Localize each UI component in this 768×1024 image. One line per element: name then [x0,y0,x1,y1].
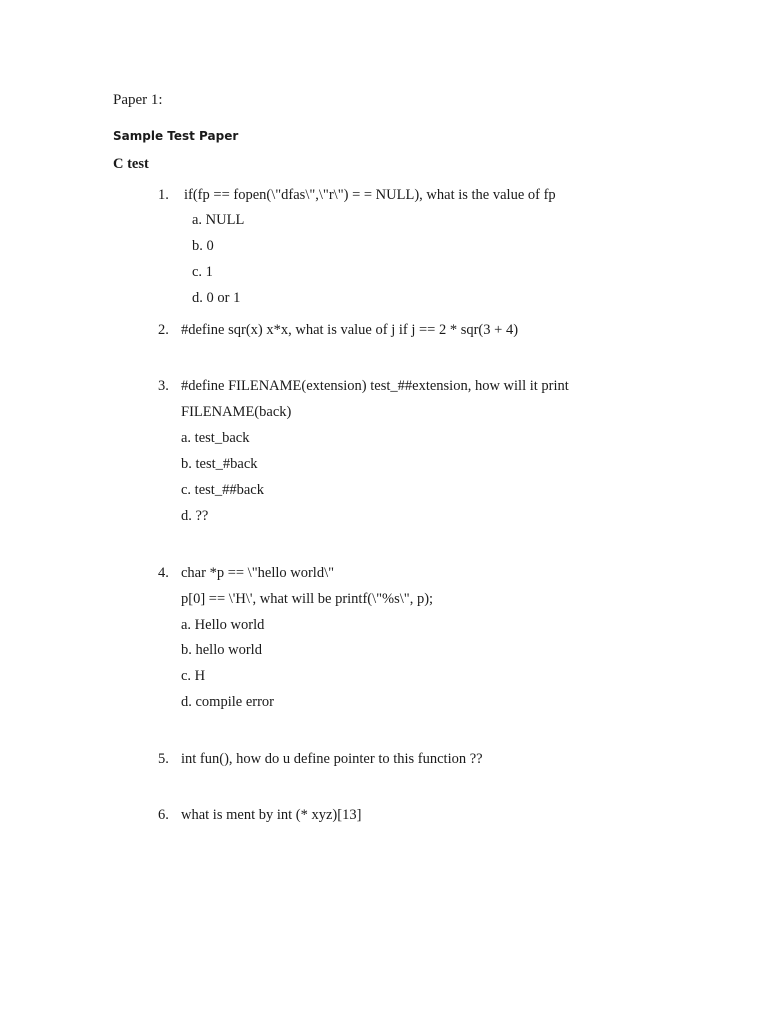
question-number: 3. [158,378,169,394]
answer-option: c. test_##back [181,482,264,498]
answer-option: a. test_back [181,430,250,446]
answer-option: a. NULL [192,212,245,228]
question-text-continued: p[0] == \'H\', what will be printf(\"%s\", p); [181,591,434,607]
question-text: char *p == \"hello world\" [181,565,335,581]
answer-option: d. compile error [181,694,275,710]
answer-option: d. 0 or 1 [192,290,241,306]
question-number: 5. [158,751,169,767]
question-text: int fun(), how do u define pointer to this function ?? [181,751,483,767]
paper-label: Paper 1: [113,92,163,108]
question-number: 6. [158,807,169,823]
answer-option: c. 1 [192,264,213,280]
question-number: 1. [158,187,169,203]
answer-option: b. test_#back [181,456,258,472]
answer-option: d. ?? [181,508,209,524]
question-text: what is ment by int (* xyz)[13] [181,807,362,823]
question-text: #define sqr(x) x*x, what is value of j if j == 2 * sqr(3 + 4) [181,322,519,338]
question-text-continued: FILENAME(back) [181,404,292,420]
answer-option: a. Hello world [181,617,265,633]
question-text: if(fp == fopen(\"dfas\",\"r\") = = NULL), what is the value of fp [184,187,556,203]
answer-option: c. H [181,668,206,684]
answer-option: b. 0 [192,238,214,254]
question-number: 2. [158,322,169,338]
section-title: C test [113,156,149,172]
answer-option: b. hello world [181,642,262,658]
sample-test-paper-heading: Sample Test Paper [113,129,239,143]
question-text: #define FILENAME(extension) test_##extension, how will it print [181,378,569,394]
question-number: 4. [158,565,169,581]
